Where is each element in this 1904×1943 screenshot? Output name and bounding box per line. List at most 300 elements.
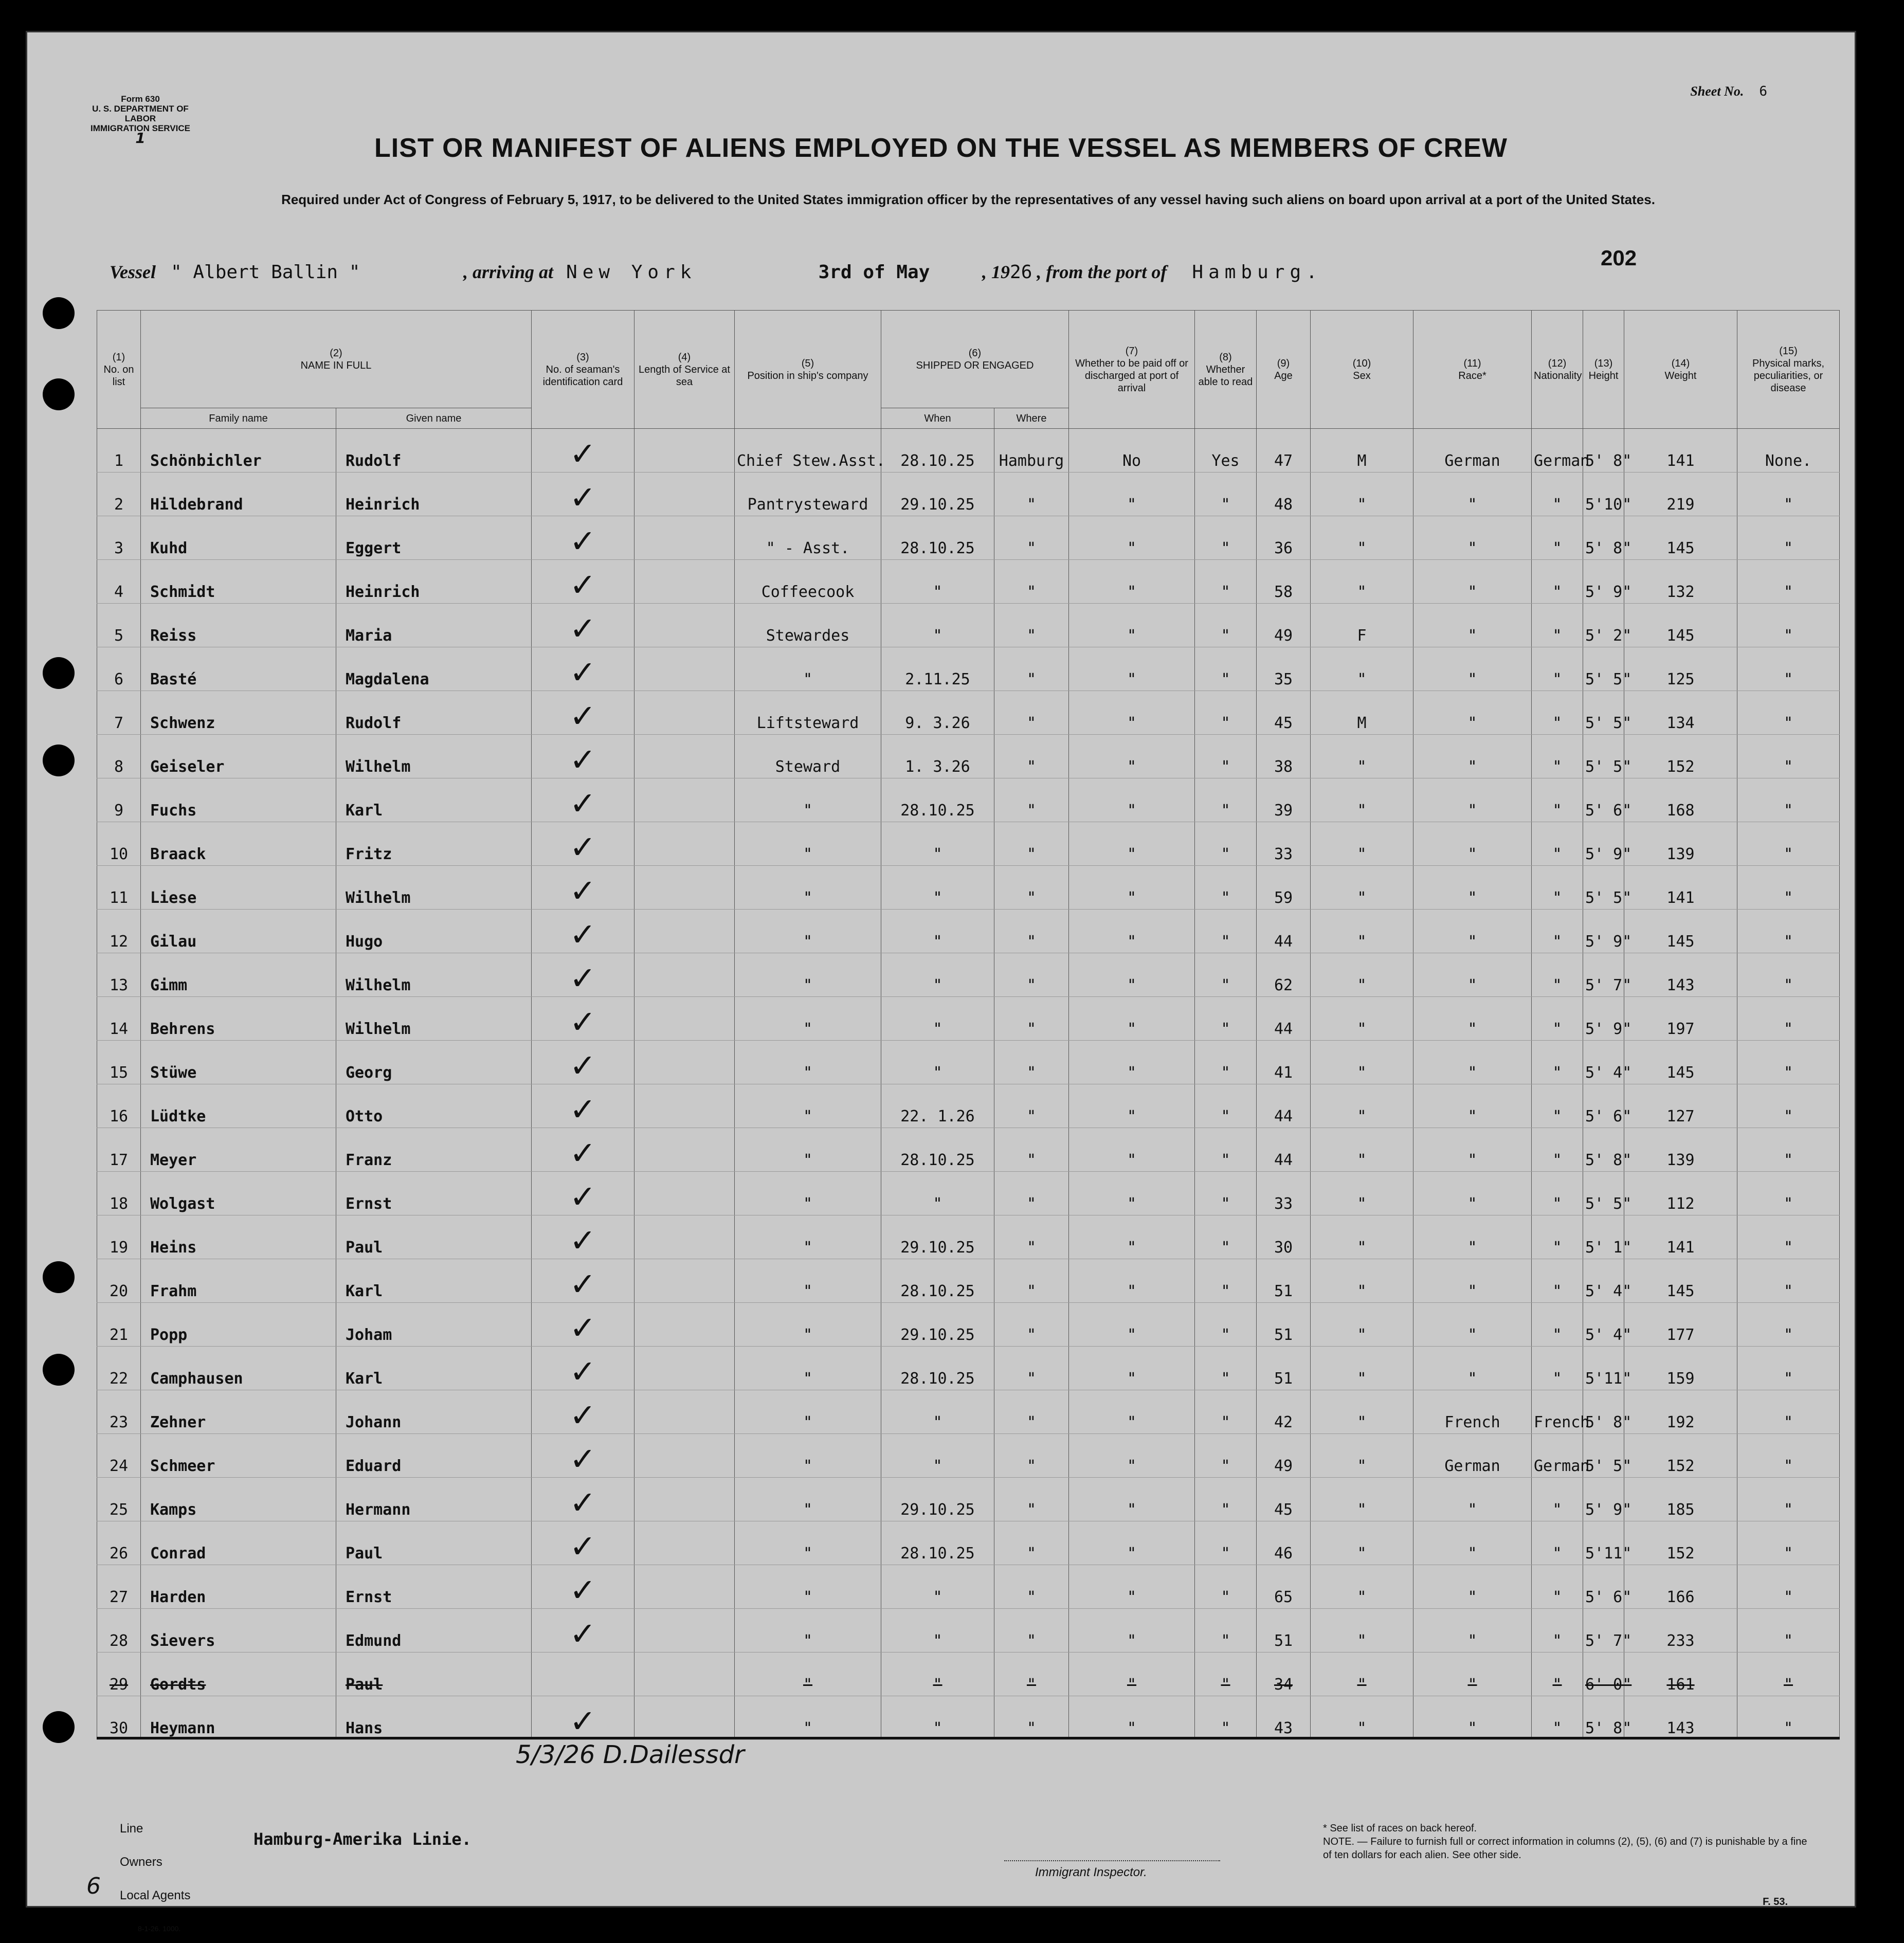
given-name: Fritz bbox=[336, 822, 532, 866]
col-header-when: When bbox=[881, 408, 994, 429]
weight: 145 bbox=[1624, 604, 1737, 647]
row-number: 16 bbox=[97, 1084, 141, 1128]
height: 5' 5" bbox=[1583, 691, 1624, 735]
id-card-check bbox=[532, 604, 634, 647]
id-card-check bbox=[532, 1215, 634, 1259]
check-mark-icon: ✓ bbox=[569, 741, 596, 778]
paid-off: " bbox=[1069, 516, 1195, 560]
shipped-when: " bbox=[881, 866, 994, 910]
shipped-when: 2.11.25 bbox=[881, 647, 994, 691]
race: " bbox=[1413, 647, 1532, 691]
family-name: Lüdtke bbox=[141, 1084, 336, 1128]
paid-off: " bbox=[1069, 866, 1195, 910]
print-code: 8-1-26. 1000. bbox=[138, 1924, 181, 1933]
age: 39 bbox=[1257, 778, 1311, 822]
race: " bbox=[1413, 516, 1532, 560]
nationality: " bbox=[1532, 735, 1583, 778]
position: " bbox=[735, 778, 881, 822]
physical-marks: " bbox=[1737, 1172, 1840, 1215]
id-card-check bbox=[532, 953, 634, 997]
paid-off: " bbox=[1069, 560, 1195, 604]
race: " bbox=[1413, 1565, 1532, 1609]
position: " bbox=[735, 866, 881, 910]
col-header-given-name: Given name bbox=[336, 408, 532, 429]
col-header-name: (2) NAME IN FULL bbox=[141, 311, 532, 408]
nationality: " bbox=[1532, 910, 1583, 953]
service-length bbox=[634, 1653, 735, 1696]
position: " bbox=[735, 1084, 881, 1128]
race: " bbox=[1413, 691, 1532, 735]
nationality: " bbox=[1532, 1609, 1583, 1653]
nationality: " bbox=[1532, 1041, 1583, 1084]
weight: 125 bbox=[1624, 647, 1737, 691]
row-number: 10 bbox=[97, 822, 141, 866]
table-row bbox=[97, 910, 1840, 953]
service-length bbox=[634, 1609, 735, 1653]
nationality: " bbox=[1532, 997, 1583, 1041]
height: 5'10" bbox=[1583, 473, 1624, 516]
race: " bbox=[1413, 997, 1532, 1041]
sex: " bbox=[1311, 866, 1413, 910]
given-name: Wilhelm bbox=[336, 866, 532, 910]
shipped-when: " bbox=[881, 1565, 994, 1609]
paid-off: " bbox=[1069, 1347, 1195, 1390]
bottom-rule bbox=[97, 1737, 1840, 1739]
shipped-when: 29.10.25 bbox=[881, 1215, 994, 1259]
position: " bbox=[735, 1172, 881, 1215]
service-length bbox=[634, 1521, 735, 1565]
id-card-check bbox=[532, 866, 634, 910]
table-row bbox=[97, 1259, 1840, 1303]
line-label: Line bbox=[120, 1822, 143, 1836]
nationality: " bbox=[1532, 560, 1583, 604]
shipped-when: 28.10.25 bbox=[881, 429, 994, 473]
check-mark-icon: ✓ bbox=[569, 1440, 596, 1478]
height: 5' 9" bbox=[1583, 822, 1624, 866]
nationality: " bbox=[1532, 953, 1583, 997]
col-header-nationality: (12) Nationality bbox=[1532, 311, 1583, 429]
position: Stewardes bbox=[735, 604, 881, 647]
physical-marks: " bbox=[1737, 735, 1840, 778]
physical-marks: " bbox=[1737, 1565, 1840, 1609]
id-card-check bbox=[532, 1521, 634, 1565]
shipped-when: " bbox=[881, 822, 994, 866]
id-card-check bbox=[532, 1084, 634, 1128]
height: 5' 5" bbox=[1583, 1172, 1624, 1215]
margin-mark: 6 bbox=[86, 1873, 101, 1899]
family-name: Liese bbox=[141, 866, 336, 910]
binder-hole bbox=[43, 1354, 75, 1386]
sex: " bbox=[1311, 1478, 1413, 1521]
physical-marks: " bbox=[1737, 1521, 1840, 1565]
check-mark-icon: ✓ bbox=[569, 1134, 596, 1172]
physical-marks: " bbox=[1737, 1084, 1840, 1128]
able-to-read: " bbox=[1195, 1478, 1257, 1521]
family-name: Fuchs bbox=[141, 778, 336, 822]
check-mark-icon: ✓ bbox=[569, 1615, 596, 1653]
service-length bbox=[634, 560, 735, 604]
table-row bbox=[97, 1434, 1840, 1478]
able-to-read: " bbox=[1195, 1259, 1257, 1303]
able-to-read: " bbox=[1195, 1521, 1257, 1565]
family-name: Camphausen bbox=[141, 1347, 336, 1390]
nationality: " bbox=[1532, 473, 1583, 516]
position: " bbox=[735, 1609, 881, 1653]
col-header-family-name: Family name bbox=[141, 408, 336, 429]
age: 58 bbox=[1257, 560, 1311, 604]
physical-marks: " bbox=[1737, 1390, 1840, 1434]
service-length bbox=[634, 778, 735, 822]
position: Liftsteward bbox=[735, 691, 881, 735]
physical-marks: " bbox=[1737, 1434, 1840, 1478]
shipped-when: 28.10.25 bbox=[881, 1128, 994, 1172]
arrival-date: 3rd of May bbox=[818, 262, 930, 283]
shipped-where: " bbox=[994, 778, 1069, 822]
sex: M bbox=[1311, 429, 1413, 473]
physical-marks: " bbox=[1737, 1347, 1840, 1390]
id-card-check bbox=[532, 1041, 634, 1084]
shipped-where: " bbox=[994, 1303, 1069, 1347]
race: " bbox=[1413, 1128, 1532, 1172]
service-length bbox=[634, 1128, 735, 1172]
check-mark-icon: ✓ bbox=[569, 1528, 596, 1565]
height: 5' 6" bbox=[1583, 1565, 1624, 1609]
able-to-read: " bbox=[1195, 1172, 1257, 1215]
height: 5' 4" bbox=[1583, 1041, 1624, 1084]
sex: " bbox=[1311, 997, 1413, 1041]
able-to-read: " bbox=[1195, 735, 1257, 778]
table-row bbox=[97, 997, 1840, 1041]
nationality: " bbox=[1532, 516, 1583, 560]
height: 5' 6" bbox=[1583, 778, 1624, 822]
nationality: " bbox=[1532, 647, 1583, 691]
physical-marks: " bbox=[1737, 778, 1840, 822]
family-name: Stüwe bbox=[141, 1041, 336, 1084]
able-to-read: " bbox=[1195, 473, 1257, 516]
document-title: LIST OR MANIFEST OF ALIENS EMPLOYED ON THE VESSEL AS MEMBERS OF CREW bbox=[374, 133, 1508, 163]
able-to-read: " bbox=[1195, 910, 1257, 953]
row-number: 19 bbox=[97, 1215, 141, 1259]
physical-marks: " bbox=[1737, 1696, 1840, 1740]
table-row bbox=[97, 1565, 1840, 1609]
paid-off: " bbox=[1069, 822, 1195, 866]
check-mark-icon: ✓ bbox=[569, 1571, 596, 1609]
sex: " bbox=[1311, 1521, 1413, 1565]
id-card-check bbox=[532, 647, 634, 691]
position: " bbox=[735, 1128, 881, 1172]
position: " bbox=[735, 1565, 881, 1609]
nationality: " bbox=[1532, 1172, 1583, 1215]
family-name: Basté bbox=[141, 647, 336, 691]
col-header-read: (8) Whether able to read bbox=[1195, 311, 1257, 429]
weight: 143 bbox=[1624, 953, 1737, 997]
race: " bbox=[1413, 1696, 1532, 1740]
weight: 127 bbox=[1624, 1084, 1737, 1128]
given-name: Georg bbox=[336, 1041, 532, 1084]
shipped-where: " bbox=[994, 1609, 1069, 1653]
shipped-when: 28.10.25 bbox=[881, 516, 994, 560]
id-card-check bbox=[532, 1434, 634, 1478]
age: 43 bbox=[1257, 1696, 1311, 1740]
race: " bbox=[1413, 604, 1532, 647]
able-to-read: " bbox=[1195, 1215, 1257, 1259]
shipped-where: " bbox=[994, 1390, 1069, 1434]
position: " bbox=[735, 647, 881, 691]
given-name: Wilhelm bbox=[336, 953, 532, 997]
row-number: 9 bbox=[97, 778, 141, 822]
shipped-where: " bbox=[994, 691, 1069, 735]
race: " bbox=[1413, 1478, 1532, 1521]
sex: " bbox=[1311, 778, 1413, 822]
height: 5' 8" bbox=[1583, 1696, 1624, 1740]
height: 5' 5" bbox=[1583, 866, 1624, 910]
paid-off: " bbox=[1069, 1609, 1195, 1653]
local-agents-label: Local Agents bbox=[120, 1888, 191, 1902]
row-number: 27 bbox=[97, 1565, 141, 1609]
age: 59 bbox=[1257, 866, 1311, 910]
height: 5' 8" bbox=[1583, 1128, 1624, 1172]
id-card-check bbox=[532, 910, 634, 953]
service-length bbox=[634, 1434, 735, 1478]
check-mark-icon: ✓ bbox=[569, 828, 596, 866]
shipped-when: " bbox=[881, 1041, 994, 1084]
id-card-check bbox=[532, 822, 634, 866]
id-card-check bbox=[532, 778, 634, 822]
service-length bbox=[634, 1041, 735, 1084]
table-row bbox=[97, 1041, 1840, 1084]
position: " bbox=[735, 1521, 881, 1565]
position: " bbox=[735, 1259, 881, 1303]
height: 5' 8" bbox=[1583, 1390, 1624, 1434]
nationality: " bbox=[1532, 1696, 1583, 1740]
service-length bbox=[634, 1390, 735, 1434]
given-name: Joham bbox=[336, 1303, 532, 1347]
shipped-where: " bbox=[994, 1521, 1069, 1565]
shipped-when: 28.10.25 bbox=[881, 1347, 994, 1390]
paid-off: " bbox=[1069, 1215, 1195, 1259]
service-length bbox=[634, 473, 735, 516]
nationality: " bbox=[1532, 1303, 1583, 1347]
shipped-where: " bbox=[994, 1434, 1069, 1478]
shipped-when: 22. 1.26 bbox=[881, 1084, 994, 1128]
table-row bbox=[97, 1609, 1840, 1653]
paid-off: " bbox=[1069, 1521, 1195, 1565]
shipped-where: " bbox=[994, 1084, 1069, 1128]
service-length bbox=[634, 1215, 735, 1259]
able-to-read: " bbox=[1195, 560, 1257, 604]
physical-marks: " bbox=[1737, 953, 1840, 997]
age: 35 bbox=[1257, 647, 1311, 691]
table-row bbox=[97, 429, 1840, 473]
row-number: 7 bbox=[97, 691, 141, 735]
family-name: Zehner bbox=[141, 1390, 336, 1434]
sex: " bbox=[1311, 1084, 1413, 1128]
weight: 145 bbox=[1624, 1041, 1737, 1084]
shipped-where: " bbox=[994, 1478, 1069, 1521]
sex: " bbox=[1311, 1434, 1413, 1478]
paid-off: " bbox=[1069, 1478, 1195, 1521]
id-card-check bbox=[532, 1390, 634, 1434]
id-card-check bbox=[532, 1347, 634, 1390]
sex: " bbox=[1311, 1390, 1413, 1434]
check-mark-icon: ✓ bbox=[569, 479, 596, 516]
row-number: 30 bbox=[97, 1696, 141, 1740]
age: 48 bbox=[1257, 473, 1311, 516]
age: 62 bbox=[1257, 953, 1311, 997]
given-name: Wilhelm bbox=[336, 997, 532, 1041]
check-mark-icon: ✓ bbox=[569, 1265, 596, 1303]
paid-off: " bbox=[1069, 1653, 1195, 1696]
given-name: Paul bbox=[336, 1215, 532, 1259]
shipped-where: " bbox=[994, 647, 1069, 691]
age: 44 bbox=[1257, 910, 1311, 953]
given-name: Johann bbox=[336, 1390, 532, 1434]
shipped-when: " bbox=[881, 997, 994, 1041]
family-name: Kuhd bbox=[141, 516, 336, 560]
row-number: 22 bbox=[97, 1347, 141, 1390]
able-to-read: " bbox=[1195, 822, 1257, 866]
table-row bbox=[97, 1172, 1840, 1215]
table-row bbox=[97, 866, 1840, 910]
shipped-where: " bbox=[994, 1215, 1069, 1259]
col-header-where: Where bbox=[994, 408, 1069, 429]
crew-manifest-table bbox=[97, 310, 1840, 1740]
id-card-check bbox=[532, 691, 634, 735]
row-number: 11 bbox=[97, 866, 141, 910]
weight: 134 bbox=[1624, 691, 1737, 735]
race: " bbox=[1413, 1303, 1532, 1347]
weight: 143 bbox=[1624, 1696, 1737, 1740]
table-row bbox=[97, 604, 1840, 647]
paid-off: " bbox=[1069, 1390, 1195, 1434]
table-row bbox=[97, 647, 1840, 691]
able-to-read: Yes bbox=[1195, 429, 1257, 473]
paid-off: " bbox=[1069, 1565, 1195, 1609]
age: 45 bbox=[1257, 1478, 1311, 1521]
physical-marks: " bbox=[1737, 1478, 1840, 1521]
id-card-check bbox=[532, 735, 634, 778]
age: 47 bbox=[1257, 429, 1311, 473]
service-length bbox=[634, 429, 735, 473]
given-name: Rudolf bbox=[336, 691, 532, 735]
table-row bbox=[97, 516, 1840, 560]
col-header-weight: (14) Weight bbox=[1624, 311, 1737, 429]
family-name: Sievers bbox=[141, 1609, 336, 1653]
family-name: Kamps bbox=[141, 1478, 336, 1521]
id-card-check bbox=[532, 1609, 634, 1653]
race: German bbox=[1413, 429, 1532, 473]
id-card-check bbox=[532, 1259, 634, 1303]
table-row bbox=[97, 1303, 1840, 1347]
height: 5' 4" bbox=[1583, 1259, 1624, 1303]
given-name: Heinrich bbox=[336, 473, 532, 516]
shipped-when: 28.10.25 bbox=[881, 778, 994, 822]
shipped-where: " bbox=[994, 1128, 1069, 1172]
row-number: 23 bbox=[97, 1390, 141, 1434]
height: 5' 8" bbox=[1583, 516, 1624, 560]
table-row bbox=[97, 1128, 1840, 1172]
able-to-read: " bbox=[1195, 1696, 1257, 1740]
given-name: Eggert bbox=[336, 516, 532, 560]
nationality: " bbox=[1532, 1347, 1583, 1390]
id-card-check bbox=[532, 1303, 634, 1347]
shipped-where: " bbox=[994, 473, 1069, 516]
weight: 177 bbox=[1624, 1303, 1737, 1347]
id-card-check bbox=[532, 997, 634, 1041]
able-to-read: " bbox=[1195, 1609, 1257, 1653]
family-name: Behrens bbox=[141, 997, 336, 1041]
given-name: Rudolf bbox=[336, 429, 532, 473]
paid-off: " bbox=[1069, 735, 1195, 778]
nationality: " bbox=[1532, 604, 1583, 647]
position: " bbox=[735, 953, 881, 997]
family-name: Schmidt bbox=[141, 560, 336, 604]
check-mark-icon: ✓ bbox=[569, 1091, 596, 1128]
table-row bbox=[97, 953, 1840, 997]
vessel-line: Vessel " Albert Ballin " , arriving at New York 3rd of May , 1926 , from the port of Hamburg. bbox=[110, 262, 1322, 283]
service-length bbox=[634, 691, 735, 735]
binder-hole bbox=[43, 1711, 75, 1743]
service-length bbox=[634, 910, 735, 953]
check-mark-icon: ✓ bbox=[569, 1353, 596, 1390]
age: 49 bbox=[1257, 1434, 1311, 1478]
col-header-position: (5) Position in ship's company bbox=[735, 311, 881, 429]
paid-off: " bbox=[1069, 647, 1195, 691]
service-length bbox=[634, 1347, 735, 1390]
col-header-no: (1) No. on list bbox=[97, 311, 141, 429]
height: 5' 7" bbox=[1583, 1609, 1624, 1653]
family-name: Meyer bbox=[141, 1128, 336, 1172]
service-length bbox=[634, 1696, 735, 1740]
shipped-where: " bbox=[994, 1696, 1069, 1740]
service-length bbox=[634, 822, 735, 866]
paid-off: " bbox=[1069, 1434, 1195, 1478]
row-number: 29 bbox=[97, 1653, 141, 1696]
height: 5' 5" bbox=[1583, 735, 1624, 778]
binder-hole bbox=[43, 297, 75, 329]
age: 46 bbox=[1257, 1521, 1311, 1565]
shipped-where: " bbox=[994, 1172, 1069, 1215]
paid-off: " bbox=[1069, 910, 1195, 953]
manifest-sheet bbox=[26, 31, 1856, 1933]
service-length bbox=[634, 1303, 735, 1347]
given-name: Edmund bbox=[336, 1609, 532, 1653]
sex: " bbox=[1311, 1696, 1413, 1740]
family-name: Reiss bbox=[141, 604, 336, 647]
weight: 152 bbox=[1624, 1434, 1737, 1478]
given-name: Wilhelm bbox=[336, 735, 532, 778]
family-name: Gilau bbox=[141, 910, 336, 953]
sex: F bbox=[1311, 604, 1413, 647]
shipped-where: " bbox=[994, 516, 1069, 560]
age: 36 bbox=[1257, 516, 1311, 560]
age: 51 bbox=[1257, 1259, 1311, 1303]
able-to-read: " bbox=[1195, 691, 1257, 735]
shipped-when: " bbox=[881, 910, 994, 953]
check-mark-icon: ✓ bbox=[569, 1178, 596, 1215]
check-mark-icon: ✓ bbox=[569, 435, 596, 473]
owners-label: Owners bbox=[120, 1855, 162, 1869]
paid-off: " bbox=[1069, 997, 1195, 1041]
row-number: 12 bbox=[97, 910, 141, 953]
check-mark-icon: ✓ bbox=[569, 959, 596, 997]
table-row bbox=[97, 1653, 1840, 1696]
height: 5' 9" bbox=[1583, 560, 1624, 604]
given-name: Karl bbox=[336, 1259, 532, 1303]
sheet-number: Sheet No. 6 bbox=[1690, 84, 1767, 99]
height: 5' 4" bbox=[1583, 1303, 1624, 1347]
check-mark-icon: ✓ bbox=[569, 610, 596, 647]
